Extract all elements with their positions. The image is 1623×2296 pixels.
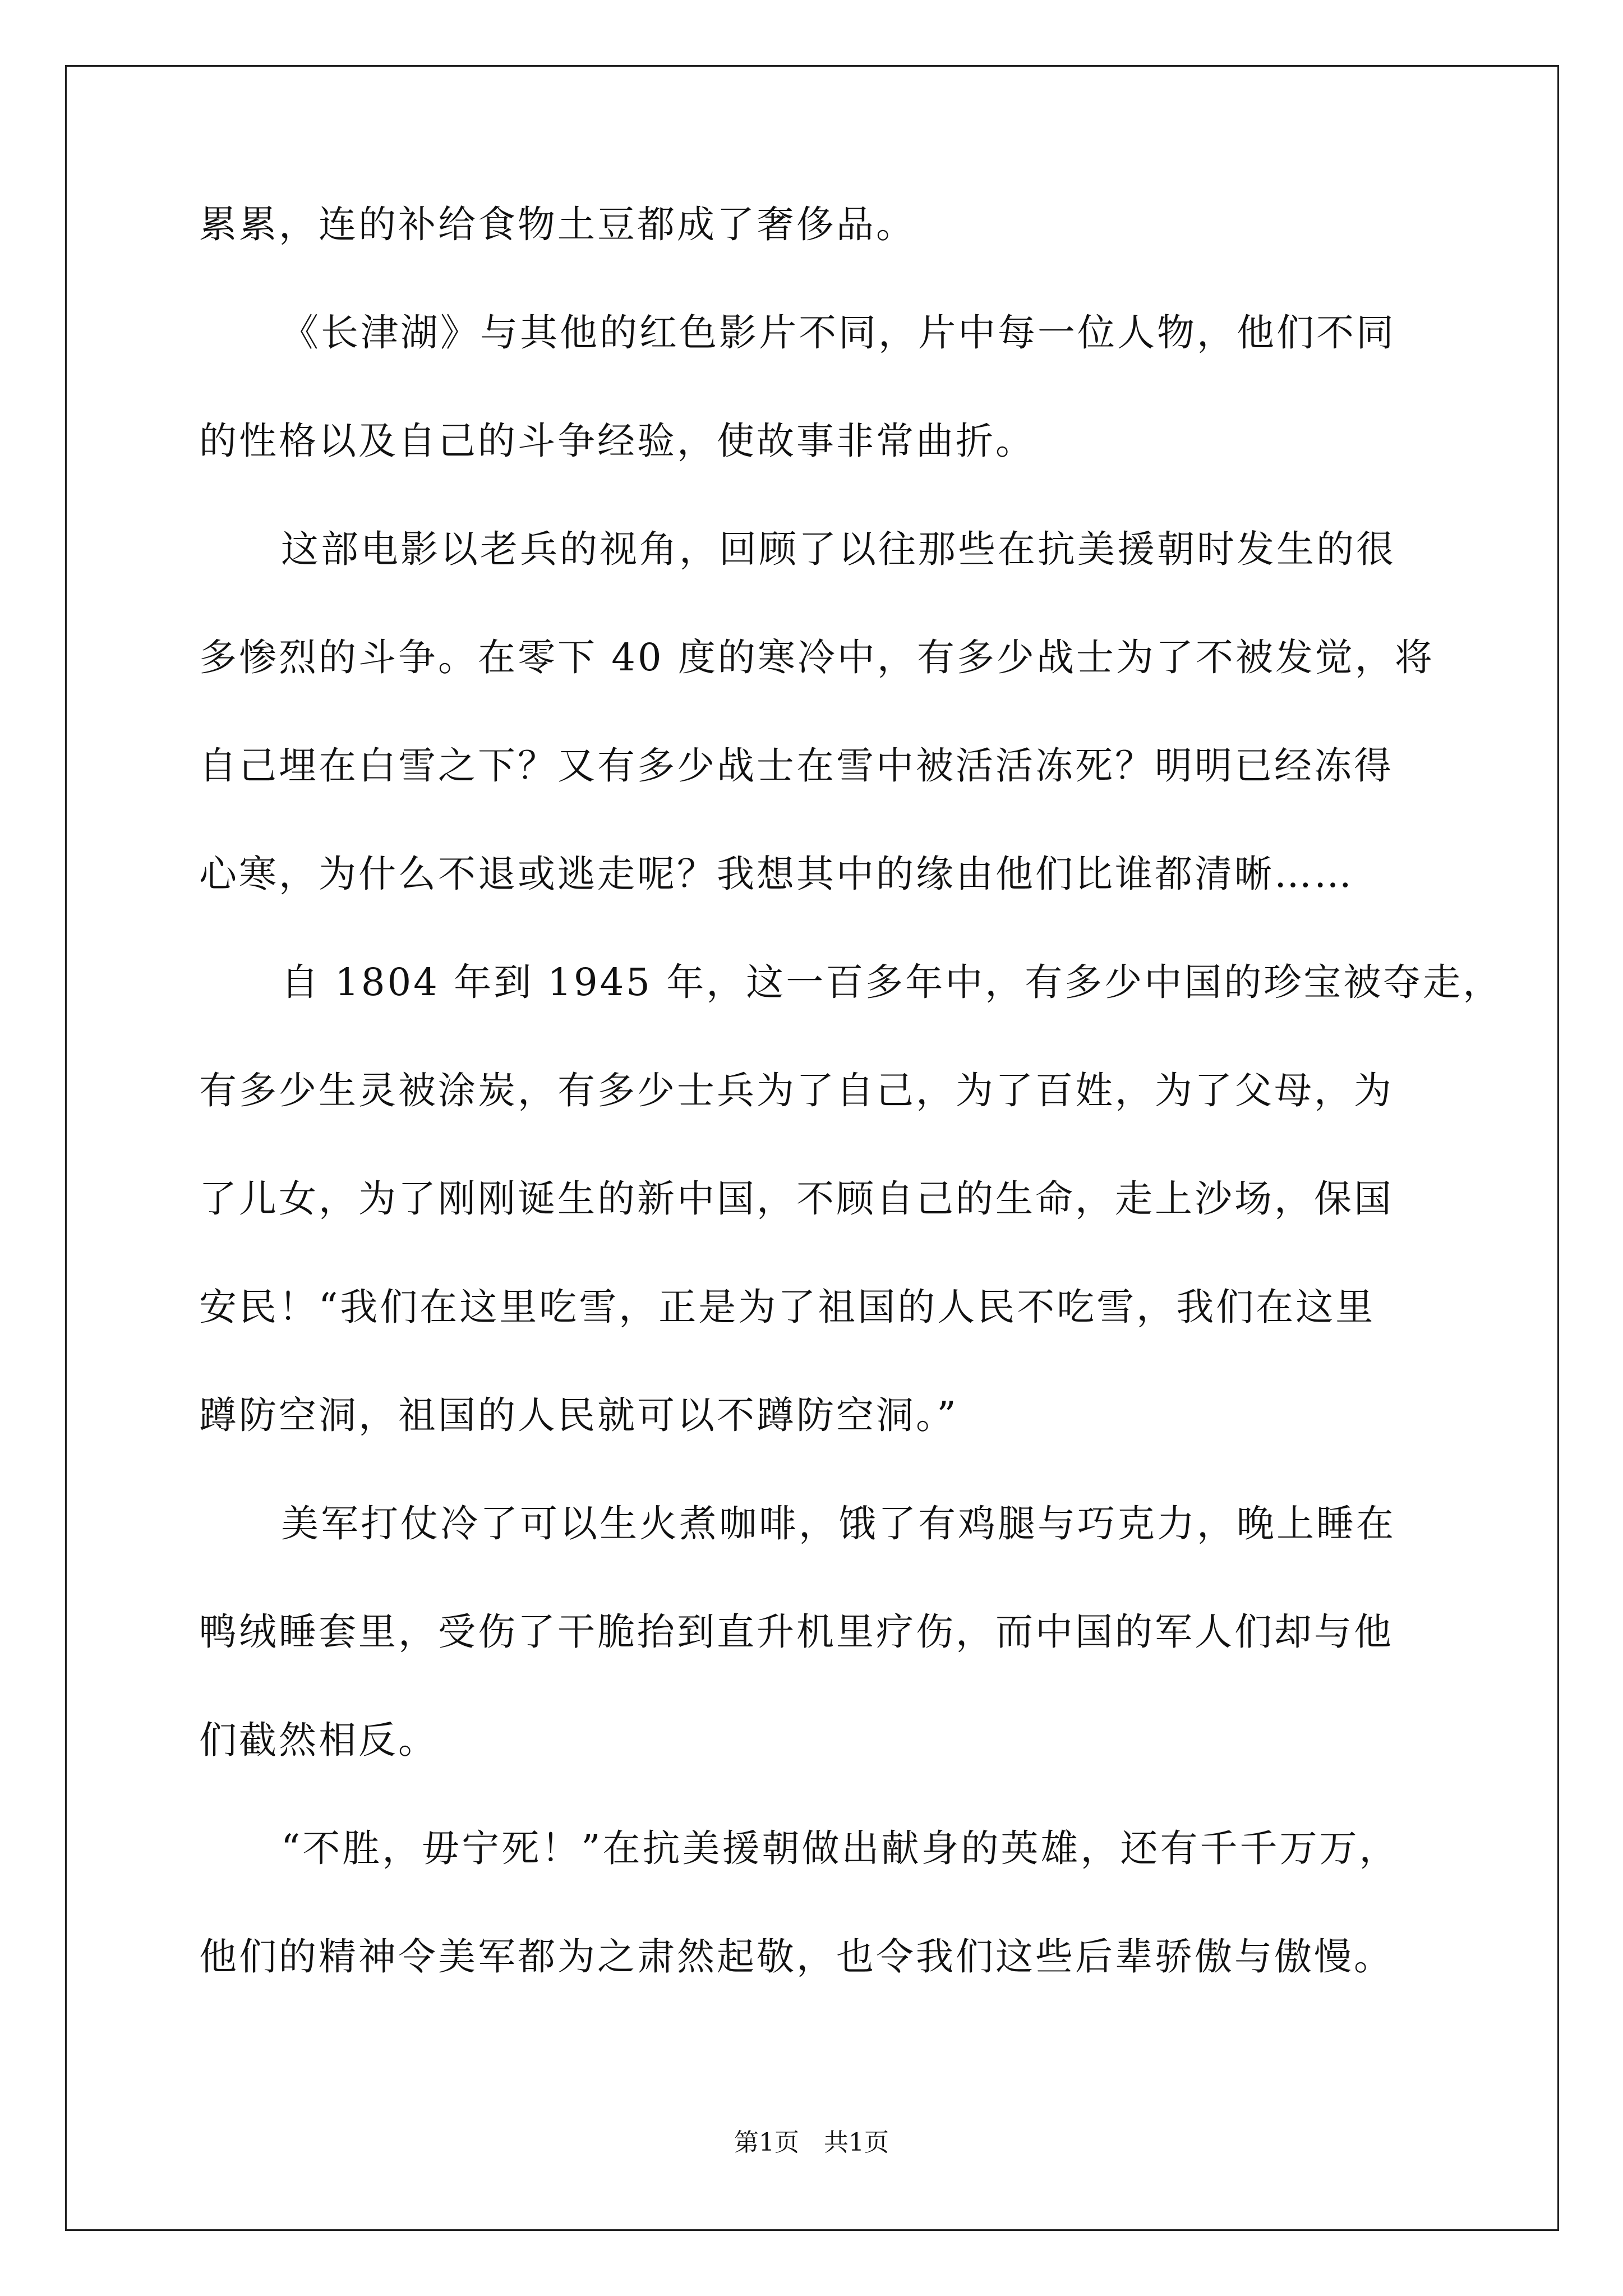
text-line: 有多少生灵被涂炭，有多少士兵为了自己，为了百姓，为了父母，为 [199,1069,1394,1112]
text-line: 自己埋在白雪之下？又有多少战士在雪中被活活冻死？明明已经冻得 [199,744,1394,788]
text-line: 安民！“我们在这里吃雪，正是为了祖国的人民不吃雪，我们在这里 [199,1285,1376,1329]
text-line: 自 1804 年到 1945 年，这一百多年中，有多少中国的珍宝被夺走， [281,960,1503,1004]
text-line: 们截然相反。 [199,1718,438,1762]
text-line: 了儿女，为了刚刚诞生的新中国，不顾自己的生命，走上沙场，保国 [199,1177,1394,1221]
text-line: 的性格以及自己的斗争经验，使故事非常曲折。 [199,419,1035,463]
text-line: 他们的精神令美军都为之肃然起敬，也令我们这些后辈骄傲与傲慢。 [199,1935,1394,1978]
page-border [65,65,1559,2231]
text-line: 心寒，为什么不退或逃走呢？我想其中的缘由他们比谁都清晰…… [199,852,1354,896]
text-line: 鸭绒睡套里，受伤了干脆抬到直升机里疗伤，而中国的军人们却与他 [199,1610,1394,1654]
text-line: 美军打仗冷了可以生火煮咖啡，饿了有鸡腿与巧克力，晚上睡在 [281,1502,1396,1545]
text-line: “不胜，毋宁死！”在抗美援朝做出献身的英雄，还有千千万万， [281,1826,1399,1870]
text-line: 《长津湖》与其他的红色影片不同，片中每一位人物，他们不同 [281,311,1396,355]
text-line: 累累，连的补给食物土豆都成了奢侈品。 [199,203,916,246]
text-line: 蹲防空洞，祖国的人民就可以不蹲防空洞。” [199,1393,958,1437]
text-line: 多惨烈的斗争。在零下 40 度的寒冷中，有多少战士为了不被发觉，将 [199,636,1435,679]
text-line: 这部电影以老兵的视角，回顾了以往那些在抗美援朝时发生的很 [281,527,1396,571]
page-number-footer: 第1页 共1页 [734,2128,889,2157]
